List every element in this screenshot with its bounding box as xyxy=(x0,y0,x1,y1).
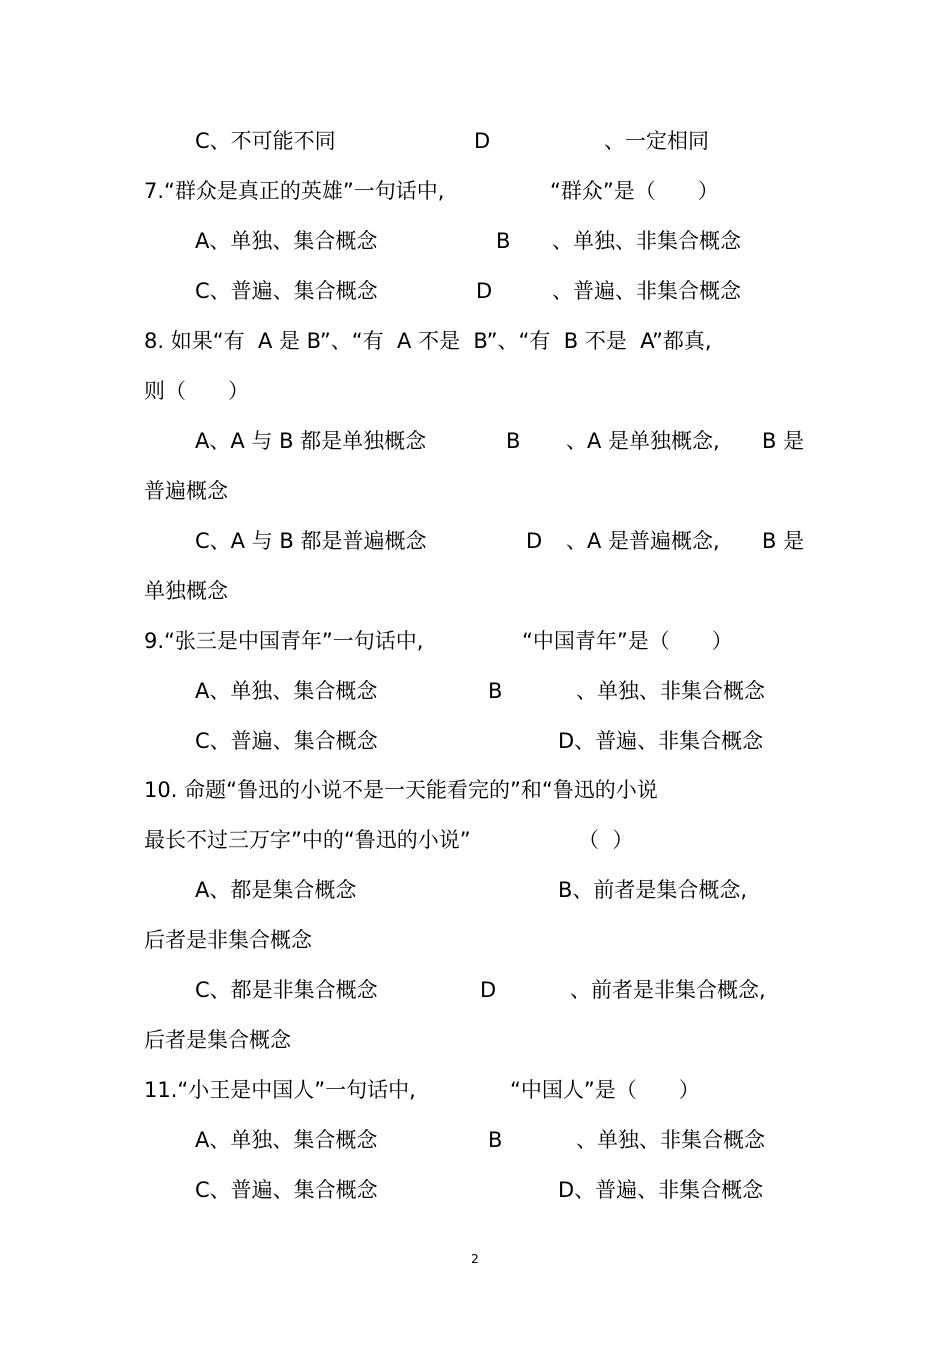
option-a: A、单独、集合概念 xyxy=(195,229,378,253)
option-b: B、前者是集合概念, xyxy=(558,878,748,902)
option-b-text: 、单独、非集合概念 xyxy=(576,679,765,703)
option-b-continuation: 普遍概念 xyxy=(144,479,228,503)
option-d-text: 、一定相同 xyxy=(604,129,709,153)
option-a: A、A 与 B 都是单独概念 xyxy=(195,429,427,453)
question-7-blank: “群众”是（ ） xyxy=(550,179,719,203)
question-7-text: 7.“群众是真正的英雄”一句话中, xyxy=(144,179,445,203)
option-a: A、单独、集合概念 xyxy=(195,679,378,703)
option-b-text: 、单独、非集合概念 xyxy=(552,229,741,253)
page-number: 2 xyxy=(471,1252,479,1266)
option-d-label: D xyxy=(480,978,497,1002)
question-9-blank: “中国青年”是（ ） xyxy=(522,629,733,653)
question-10-text: 10. 命题“鲁迅的小说不是一天能看完的”和“鲁迅的小说 xyxy=(144,778,658,802)
option-c: C、不可能不同 xyxy=(195,129,336,153)
option-a: A、单独、集合概念 xyxy=(195,1128,378,1152)
option-b-text-end: B 是 xyxy=(762,429,805,453)
option-d-continuation: 后者是集合概念 xyxy=(144,1028,291,1052)
option-b-text: 、单独、非集合概念 xyxy=(576,1128,765,1152)
option-c: C、普遍、集合概念 xyxy=(195,1178,378,1202)
question-9-text: 9.“张三是中国青年”一句话中, xyxy=(144,629,424,653)
question-8-text: 8. 如果“有 A 是 B”、“有 A 不是 B”、“有 B 不是 A”都真, xyxy=(144,329,712,353)
question-8-blank: 则（ ） xyxy=(144,379,249,403)
option-b-label: B xyxy=(496,229,511,253)
question-10-text-cont: 最长不过三万字”中的“鲁迅的小说” xyxy=(144,828,471,852)
option-d: D、普遍、非集合概念 xyxy=(558,1178,764,1202)
option-d: D、普遍、非集合概念 xyxy=(558,729,764,753)
option-d-text: 、普遍、非集合概念 xyxy=(552,279,741,303)
question-11-text: 11.“小王是中国人”一句话中, xyxy=(144,1078,416,1102)
option-b-label: B xyxy=(488,679,503,703)
option-b-label: B xyxy=(488,1128,503,1152)
option-d-continuation: 单独概念 xyxy=(144,579,228,603)
option-d-label: D xyxy=(474,129,491,153)
option-b-label: B xyxy=(506,429,521,453)
question-10-blank: （ ） xyxy=(578,828,634,852)
option-c: C、普遍、集合概念 xyxy=(195,279,378,303)
option-d-label: D xyxy=(476,279,493,303)
option-b-continuation: 后者是非集合概念 xyxy=(144,928,312,952)
option-d-text: 、A 是普遍概念, xyxy=(566,529,720,553)
option-d-label: D xyxy=(526,529,543,553)
question-11-blank: “中国人”是（ ） xyxy=(510,1078,700,1102)
option-c: C、都是非集合概念 xyxy=(195,978,378,1002)
option-b-text: 、A 是单独概念, xyxy=(566,429,720,453)
option-d-text-end: B 是 xyxy=(762,529,805,553)
option-a: A、都是集合概念 xyxy=(195,878,357,902)
option-c: C、A 与 B 都是普遍概念 xyxy=(195,529,427,553)
option-c: C、普遍、集合概念 xyxy=(195,729,378,753)
option-d-text: 、前者是非集合概念, xyxy=(570,978,766,1002)
